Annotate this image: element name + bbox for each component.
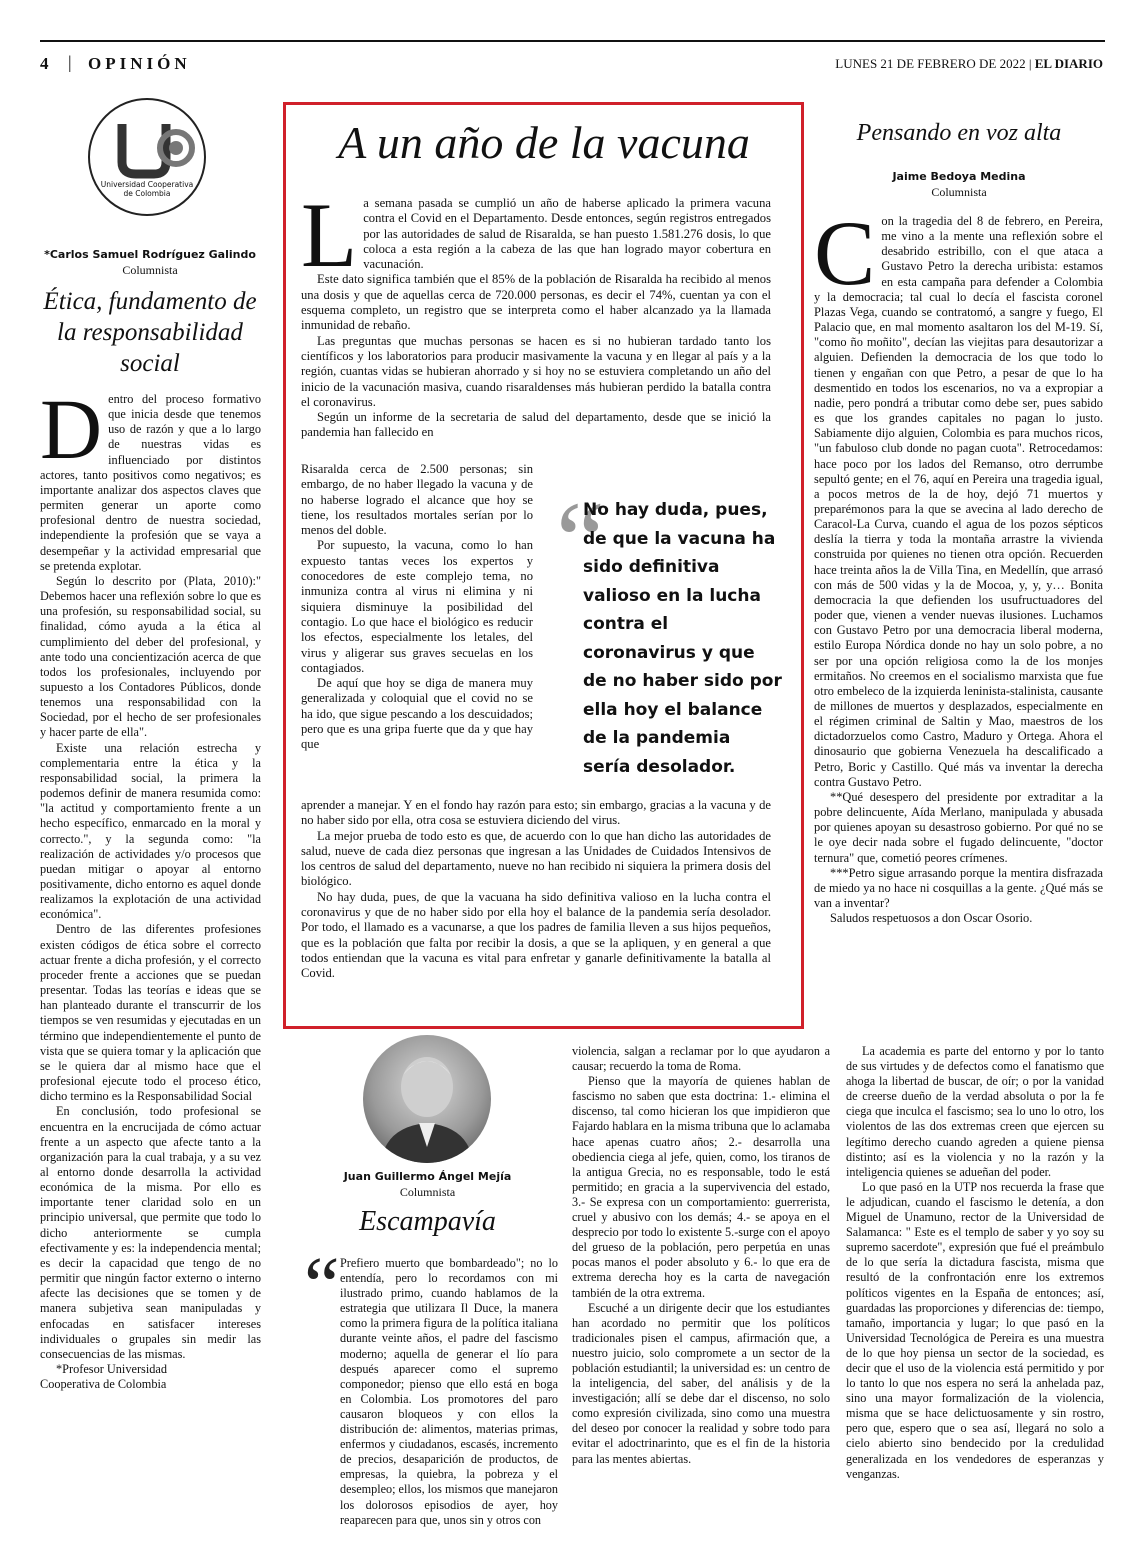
bottom-col-3	[846, 1044, 1104, 1482]
bottom-paragraph-3b: Lo que pasó en la UTP nos recuerda la frase que le adjudican, cuando el fascismo le detenía, a don Miguel de Unamuno, rector de la Universidad de Salamanca: " Este es el templo de saber y yo soy su supremo sacerdote", expresión que fué el preámbulo de lo que sería la dictadura fascista, misma que resultó de la confrontación enre los extremos políticos vigentes en la España de entonces; así, guardadas las proporciones y diferencias de: tiempo, tamaño, importancia y lugar; lo que pasó en la Universidad Tecnológica de Pereira es una muestra de lo que hoy piensa un sector de la sociedad, es decir que el uso de la violencia está permitido y por lo tanto lo que nos espera no será la anhelada paz, sino una mayor formalización de la violencia, misma que se hace delictuosamente y sin rostro, pero que, espero que o sea así, llegará no solo a cielo abierto sino bendecido por la credulidad generalizada en los vendedores de esperanzas y venganzas.	[846, 1179, 1104, 1481]
editorial-title: A un año de la vacuna	[338, 117, 750, 168]
left-role: Columnista	[122, 263, 178, 277]
bottom-col-2	[572, 1044, 830, 1467]
author-photo	[363, 1035, 491, 1163]
right-paragraph-4: Saludos respetuosos a don Oscar Osorio.	[830, 911, 1033, 926]
right-paragraph-2: **Qué desespero del presidente por extraditar a la pobre delincuente, Aída Merlano, manipulada y abusada por quienes apoyan su desastroso gobierno. Por qué no se le oye decir nada sobre el fugado delincuente, "doctor ternura" que, cometió peores crímenes.	[814, 789, 1103, 865]
editorial-body-bottom	[301, 798, 771, 982]
right-article-body	[814, 202, 1103, 926]
editorial-paragraph-1: a semana pasada se cumplió un año de haberse aplicado la primera vacuna contra el Covid en el Departamento. Desde entonces, según registros entregados por las autoridades de salud de Risaralda, se han puesto 1.581.276 dosis, lo que coloca a esta región a la cabeza de las que han logrado mayor cobertura en vacunación.	[363, 196, 771, 272]
left-paragraph-2: Según lo descrito por (Plata, 2010):" Debemos hacer una reflexión sobre lo que es una profesión, su responsabilidad social, su finalidad, cómo ayuda a la ética al cumplimiento del deber del profesional, y ante todo una concientización acerca de que todos los profesionales, incluyendo por supuesto a los Contadores Públicos, donde tenemos una responsabilidad con la Sociedad, por el hecho de ser profesionales y hacer parte de ella".	[40, 573, 261, 740]
right-dropcap: C	[814, 202, 876, 304]
bottom-paragraph-2a: violencia, salgan a reclamar por lo que ayudaron a causar; recuerdo la toma de Roma.	[572, 1044, 830, 1074]
page-number: 4	[40, 54, 51, 73]
left-paragraph-1: entro del proceso formativo que inicia desde que tenemos uso de razón y que a lo largo de nuestras vidas es influenciado por distintos actores, tanto positivos como negativos; es importante analizar dos aspectos claves que permiten generar un aporte como profesional dentro de nuestra sociedad, independiente la profesión que se vaya a desempeñar y la actividad empresarial que se pretenda explotar.	[40, 392, 261, 573]
bottom-quote-mark-icon: “	[304, 1242, 340, 1330]
header-separator: |	[68, 52, 72, 72]
logo-text-line-1: Universidad Cooperativa	[100, 180, 194, 189]
pull-quote: No hay duda, pues, de que la vacuna ha sido definitiva valioso en la lucha contra el coronavirus y que de no haber sido por ella hoy el balance de la pandemia sería desolador.	[583, 500, 782, 777]
editorial-paragraph-2: Este dato significa también que el 85% de la población de Risaralda ha recibido al menos una dosis y que de aquellas cerca de 720.000 personas, es decir el 74%, cuentan ya con el esquema completo, un registro que se interpreta como el haber alcanzado ya la llamada inmunidad de rebaño.	[301, 272, 771, 333]
logo-text-line-2: de Colombia	[123, 189, 171, 198]
editorial-paragraph-5: Por supuesto, la vacuna, como lo han expuesto tantas veces los expertos y conocedores de este complejo tema, no inmuniza contra al virus ni elimina y ni siquiera disminuye la posibilidad del contagio. Lo que hace el biológico es reducir los efectos, especialmente los letales, del virus y aligerar sus graves secuelas en los contagiados.	[301, 538, 533, 675]
newspaper-name: EL DIARIO	[1034, 56, 1103, 71]
logo-mark-icon	[92, 116, 206, 186]
editorial-paragraph-8: No hay duda, pues, de que la vacuana ha sido definitiva valioso en la lucha contra el coronavirus y que de no haber sido por ella hoy el balance de la pandemia sería desolador. Por todo, el llamado es a vacunarse, a que los padres de familia lleven a sus hijos pequeños, que es la población que falta por recibir la dosis, a que se la apliquen, y en general a que todos entiendan que la vacuna es vital para enfretar y ganarle definitivamente la batalla al Covid.	[301, 889, 771, 981]
right-column-title: Pensando en voz alta	[856, 120, 1062, 146]
left-article-title: Ética, fundamento de la responsabilidad social	[43, 288, 257, 377]
section-title: OPINIÓN	[88, 54, 191, 73]
right-role: Columnista	[931, 185, 987, 199]
editorial-paragraph-6b: aprender a manejar. Y en el fondo hay razón para esto; sin embargo, gracias a la vacuna y de no haber sido por ella, otra cosa se estuviera diciendo del virus.	[301, 798, 771, 828]
dateline	[835, 56, 1103, 72]
bottom-column-title: Escampavía	[359, 1206, 496, 1237]
editorial-body-mid	[301, 462, 533, 753]
left-dropcap: D	[40, 381, 103, 477]
editorial-paragraph-6a: De aquí que hoy se diga de manera muy generalizada y coloquial que el covid no se ha ido, que sigue pescando a los descuidados; pero que es una gripa fuerte que da y que hay que	[301, 676, 533, 752]
right-paragraph-3: ***Petro sigue arrasando porque la mentira disfrazada de miedo ya no hace ni cosquillas a la gente. ¿Qué más se van a inventar?	[814, 865, 1103, 911]
editorial-paragraph-7: La mejor prueba de todo esto es que, de acuerdo con lo que han dicho las autoridades de salud, nueve de cada diez personas que ingresan a las Unidades de Cuidados Intensivos de los centros de salud del departamento, nueve no han recibido ni siquiera la primera dosis del biológico.	[301, 828, 771, 889]
bottom-author: Juan Guillermo Ángel Mejía	[343, 1170, 512, 1183]
right-author: Jaime Bedoya Medina	[892, 170, 1026, 183]
editorial-dropcap: L	[301, 184, 358, 286]
left-article-body	[40, 381, 261, 1392]
left-author: *Carlos Samuel Rodríguez Galindo	[44, 248, 256, 261]
editorial-paragraph-3: Las preguntas que muchas personas se hacen es si no hubieran tardado tanto los científicos y los laboratorios para producir masivamente la vacuna y en llegar al país y a la región, cuantas vidas se hubieran ahorrado y si hoy no se estuviera completando un año del inicio de la vacunación masiva, cuando risaraldenses más hubieran perdido la batalla contra el coronavirus.	[301, 333, 771, 409]
bottom-col-1	[300, 1242, 558, 1528]
left-paragraph-5: En conclusión, todo profesional se encuentra en la encrucijada de cómo actuar frente a un aspecto que afecte tanto a la organización para la cual trabaja, y a su vez al entorno donde desarrolla la actividad económica de la misma. Por ello es importante tener claridad solo en un principio universal, que permite que todo lo dicho anteriormente se cumpla efectivamente y es: la independencia mental; es decir la capacidad que tengo de no permitir que ningún factor externo o interno afecte las decisiones que se tomen y de manera subjetiva sean manipuladas y enfocadas en satisfacer intereses individuales o grupales sin medir las consecuencias de las mismas.	[40, 1104, 261, 1361]
bottom-paragraph-1: Prefiero muerto que bombardeado"; no lo entendía, pero lo recordamos con mi ilustrado primo, cuando hablamos de la estrategia que utilizara Il Duce, la manera como la primera figura de la política italiana durante veinte años, el padre del fascismo moderno; aquella de generar el lío para después aparecer como el supremo componedor; pienso que ello está en boga en Colombia. Los promotores del paro causaron bloqueos y con ellos la distribución de: alimentos, materias primas, enfermos y ciudadanos, escasés, incremento de precios, desaparición de productos, de empresas, la quiebra, la pobreza y el desempleo; ellos, los mismos que manejaron los dolorosos episodios de ayer, hoy reaparecen para que, unos sin y otros con	[340, 1256, 558, 1527]
left-footnote-2: Cooperativa de Colombia	[40, 1377, 167, 1392]
editorial-body-top	[301, 184, 771, 441]
bottom-paragraph-2b: Pienso que la mayoría de quienes hablan de fascismo no saben que esta doctrina: 1.- elimina el discenso, tal como hicieran los que impidieron que Fajardo hablara en la misma tribuna que lo aclamaba hace apenas cuatro años; 2.- desarrolla una obediencia ciega al jefe, quien, como, los tiranos de la antigua Grecia, no es responsable, todo le está permitido; en gracia a la supervivencia del estado, 3.- Se expresa con un comportamiento: guerrerista, cruel y abusivo con los demás; 4.- se apoya en el desprecio por todo lo existente 5.-surge con el apoyo del grueso de la población, pero perpetúa en unas pocas manos el poder absoluto y 6.- lo que era de extrema derecha hoy es la carta de navegación también de la otra extrema.	[572, 1074, 830, 1300]
bottom-role: Columnista	[399, 1185, 456, 1199]
logo-ring	[88, 98, 206, 216]
editorial-paragraph-4b: Risaralda cerca de 2.500 personas; sin embargo, de no haber llegado la vacuna y de no haberse logrado el alcance que hoy se tiene, los resultados mortales serían por lo menos del doble.	[301, 462, 533, 538]
portrait-icon	[363, 1035, 491, 1163]
quote-mark-icon: “	[556, 479, 605, 601]
left-paragraph-4: Dentro de las diferentes profesiones existen códigos de ética sobre el correcto actuar frente a dicha profesión, y el correcto proceder frente a acciones que se puedan presentar. Todas las teorías e ideas que se han planteado durante el transcurrir de los tiempos se ven resumidas y ejecutadas en un término que independientemente el punto de vista que se quiera tomar y la aplicación que se le quiera dar al mismo hace que el profesional ejecute todo el proceso ético, dicho termino es la Responsabilidad Social	[40, 922, 261, 1104]
bottom-paragraph-2c: Escuché a un dirigente decir que los estudiantes han acordado no permitir que los políticos tradicionales pisen el campus, afirmación que, a nuestro juicio, solo compromete a un sector de la población estudiantil; la universidad es: un centro de la inteligencia, del saber, del análisis y de la investigación; allí se debe dar el discenso, no solo como expresión civilizada, sino como una muestra del deseo por conocer la realidad y sobre todo para evitar el adoctrinarinto, que es el fin de la historia para las mentes abiertas.	[572, 1300, 830, 1466]
university-logo	[88, 98, 208, 218]
top-rule	[40, 40, 1105, 42]
left-paragraph-3: Existe una relación estrecha y complementaria entre la ética y la responsabilidad social, la primera la podemos definir de manera resumida como: "la actitud y comportamiento frente a un hecho específico, enmarcado en la moral y correcto.", y la segunda como: "la realización de actividades y/o procesos que puedan mitigar o apoyar al entorno positivamente, dicho entorno es aquel donde realizamos la explotación de una actividad económica".	[40, 740, 261, 922]
right-paragraph-1: on la tragedia del 8 de febrero, en Pereira, me vino a la mente una reflexión sobre el desabrido estribillo, con el que ataca a Gustavo Petro la derecha uribista: estamos en esta campaña para defender a Colombia y la democracia; tal cual lo decía el fascista coronel Plazas Vega, cuando se contratomó, a sangre y fuego, El Palacio que, en mal momento asaltaron los del M-19. Sí, "como ño moñito", decían las viejitas para desautorizar a alguien. Defienden la democracia de los que todo lo tienen y engañan con que Petro, a pesar de que lo ha desmentido en todos los escenarios, no va a expropiar a nadie, pero pondrá a tributar como debe ser, pues sabido es que los grandes capitales no pagan lo justo. Sabiamente dijo alguien, Colombia es para muchos ricos, "un fabuloso club donde no pagan cuota". Retrocedamos: hace poco por los lados del Remanso, otro derrumbe sepultó gente; en el 76, aquí en Pereira una tragedia igual, a pocos metros de la de hoy, dejó 71 muertos y preparémonos para la que se avecina al lado derecho de Caracol-La Curva, cuando el agua de los pozos sépticos deslía la tierra y toda la montaña arrastre la vivienda construida por quienes no tienen otra opción. Recuerden hace treinta años la de Villa Tina, en Medellín, que arrasó con más de 500 vidas y la de Mocoa, y, y, y… Bonita democracia la que defienden los usufructuadores del poder que, vienen a vender nuevas ilusiones. Luchamos con Gustavo Petro por una democracia liberal moderna, estilo Europa Nórdica donde no hay un solo pobre, a no ser por una opción religiosa como la de los monjes ermitaños. No creemos en el socialismo marxista que fue otro embeleco de la izquierda leninista-stalinista, causante de millones de muertos y desplazados, especialmente en el régimen criminal de Saltin y Mao, maestros de los dictadorzuelos como Castro, Maduro y Ortega. Ahora el dinosaurio que gobierna Venezuela ha descalificado a Petro, Boric y Castillo. Qué más va inventar la derecha contra Gustavo Petro.	[814, 214, 1103, 789]
editorial-paragraph-4a: Según un informe de la secretaria de salud del departamento, desde que se inició la pandemia han fallecido en	[301, 410, 771, 440]
bottom-paragraph-3a: La academia es parte del entorno y por lo tanto de sus virtudes y de defectos como el fanatismo que ahoga la libertad de buscar, de oír; o por la vanidad de creerse dueño de la verdad absoluta o por la fe ciega que inculca el fascismo; sea lo uno lo otro, los violentos de las dos extremas creen que ejercen su legítimo derecho cuando agreden a quiene piensa distinto; así es la violencia y no la razón y la inteligencia quienes se adueñan del poder.	[846, 1044, 1104, 1179]
left-footnote-1: *Profesor Universidad	[56, 1362, 167, 1376]
date: LUNES 21 DE FEBRERO DE 2022 |	[835, 56, 1032, 71]
